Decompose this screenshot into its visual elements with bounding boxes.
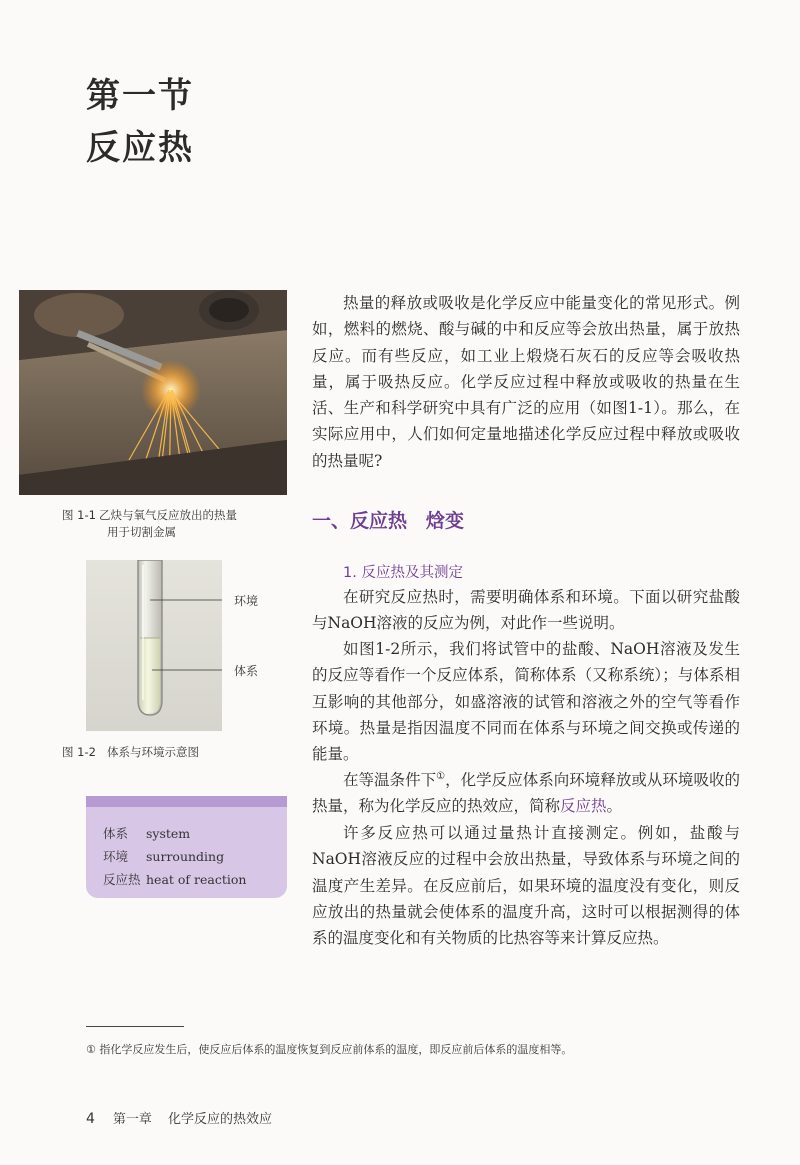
figure-number: 图 1-1 [62,508,96,522]
figure-1-1-caption [62,507,292,541]
page-footer [86,1108,272,1127]
paragraph-text: 。 [606,797,623,816]
subsection-heading: 1. 反应热及其测定 [343,565,463,581]
glossary-item [103,824,190,842]
glossary-term-zh: 反应热 [103,872,141,887]
paragraph-text: ，化学反应体系向环境释放或从环境吸收的热量，称为化学反应的热效应，简称 [312,771,740,816]
label-system: 体系 [234,664,259,678]
glossary-box [86,796,287,898]
glossary-term-zh: 体系 [103,826,129,841]
glossary-term-zh: 环境 [103,849,129,864]
chapter-title: 化学反应的热效应 [167,1112,272,1127]
section-number: 第一节 [86,76,194,116]
glossary-term-en: heat of reaction [146,872,247,887]
figure-1-1-photo [19,290,287,495]
label-environment: 环境 [234,594,259,608]
caption-text: 用于切割金属 [107,525,176,539]
chapter-label: 第一章 [112,1112,152,1127]
paragraph: 如图1-2所示，我们将试管中的盐酸、NaOH溶液及发生的反应等看作一个反应体系，简称体系（又称系统）；与体系相互影响的其他部分，如盛溶液的试管和溶液之外的空气等看作环境。热量是指因温度不同而在体系与环境之间交换或传递的能量。 [312,640,740,764]
footnote-reference[interactable]: ① [436,770,446,782]
section-heading: 一、反应热 焓变 [312,510,465,532]
figure-1-2-illustration [86,560,222,731]
figure-1-2-caption [62,744,199,761]
paragraph: 许多反应热可以通过量热计直接测定。例如，盐酸与NaOH溶液反应的过程中会放出热量，导致体系与环境之间的温度产生差异。在反应前后，如果环境的温度没有变化，则反应放出的热量就会使体系的温度升高，这时可以根据测得的体系的温度变化和有关物质的比热容等来计算反应热。 [312,824,740,948]
intro-paragraph: 热量的释放或吸收是化学反应中能量变化的常见形式。例如，燃料的燃烧、酸与碱的中和反应等会放出热量，属于放热反应。而有些反应，如工业上煅烧石灰石的反应等会吸收热量，属于吸热反应。化学反应过程中释放或吸收的热量在生活、生产和科学研究中具有广泛的应用（如图1-1）。那么，在实际应用中，人们如何定量地描述化学反应过程中释放或吸收的热量呢? [312,294,740,470]
caption-text: 乙炔与氧气反应放出的热量 [99,508,237,522]
glossary-header-bar [86,796,287,807]
page-number: 4 [86,1111,95,1127]
footnote: ① 指化学反应发生后，使反应后体系的温度恢复到反应前体系的温度，即反应前后体系的温度相等。 [86,1043,573,1056]
glossary-item [103,847,224,865]
glossary-term-en: surrounding [146,849,225,864]
paragraph: 在研究反应热时，需要明确体系和环境。下面以研究盐酸与NaOH溶液的反应为例，对此作一些说明。 [312,588,740,633]
figure-number: 图 1-2 [62,745,96,759]
footnote-divider [86,1026,184,1027]
paragraph-text: 在等温条件下 [343,771,437,789]
section-title: 反应热 [86,128,194,168]
caption-text: 体系与环境示意图 [107,745,199,759]
glossary-item [103,870,246,888]
glossary-term-en: system [146,826,191,841]
paragraph [312,767,740,820]
key-term: 反应热 [560,797,607,816]
page-title [86,70,194,174]
